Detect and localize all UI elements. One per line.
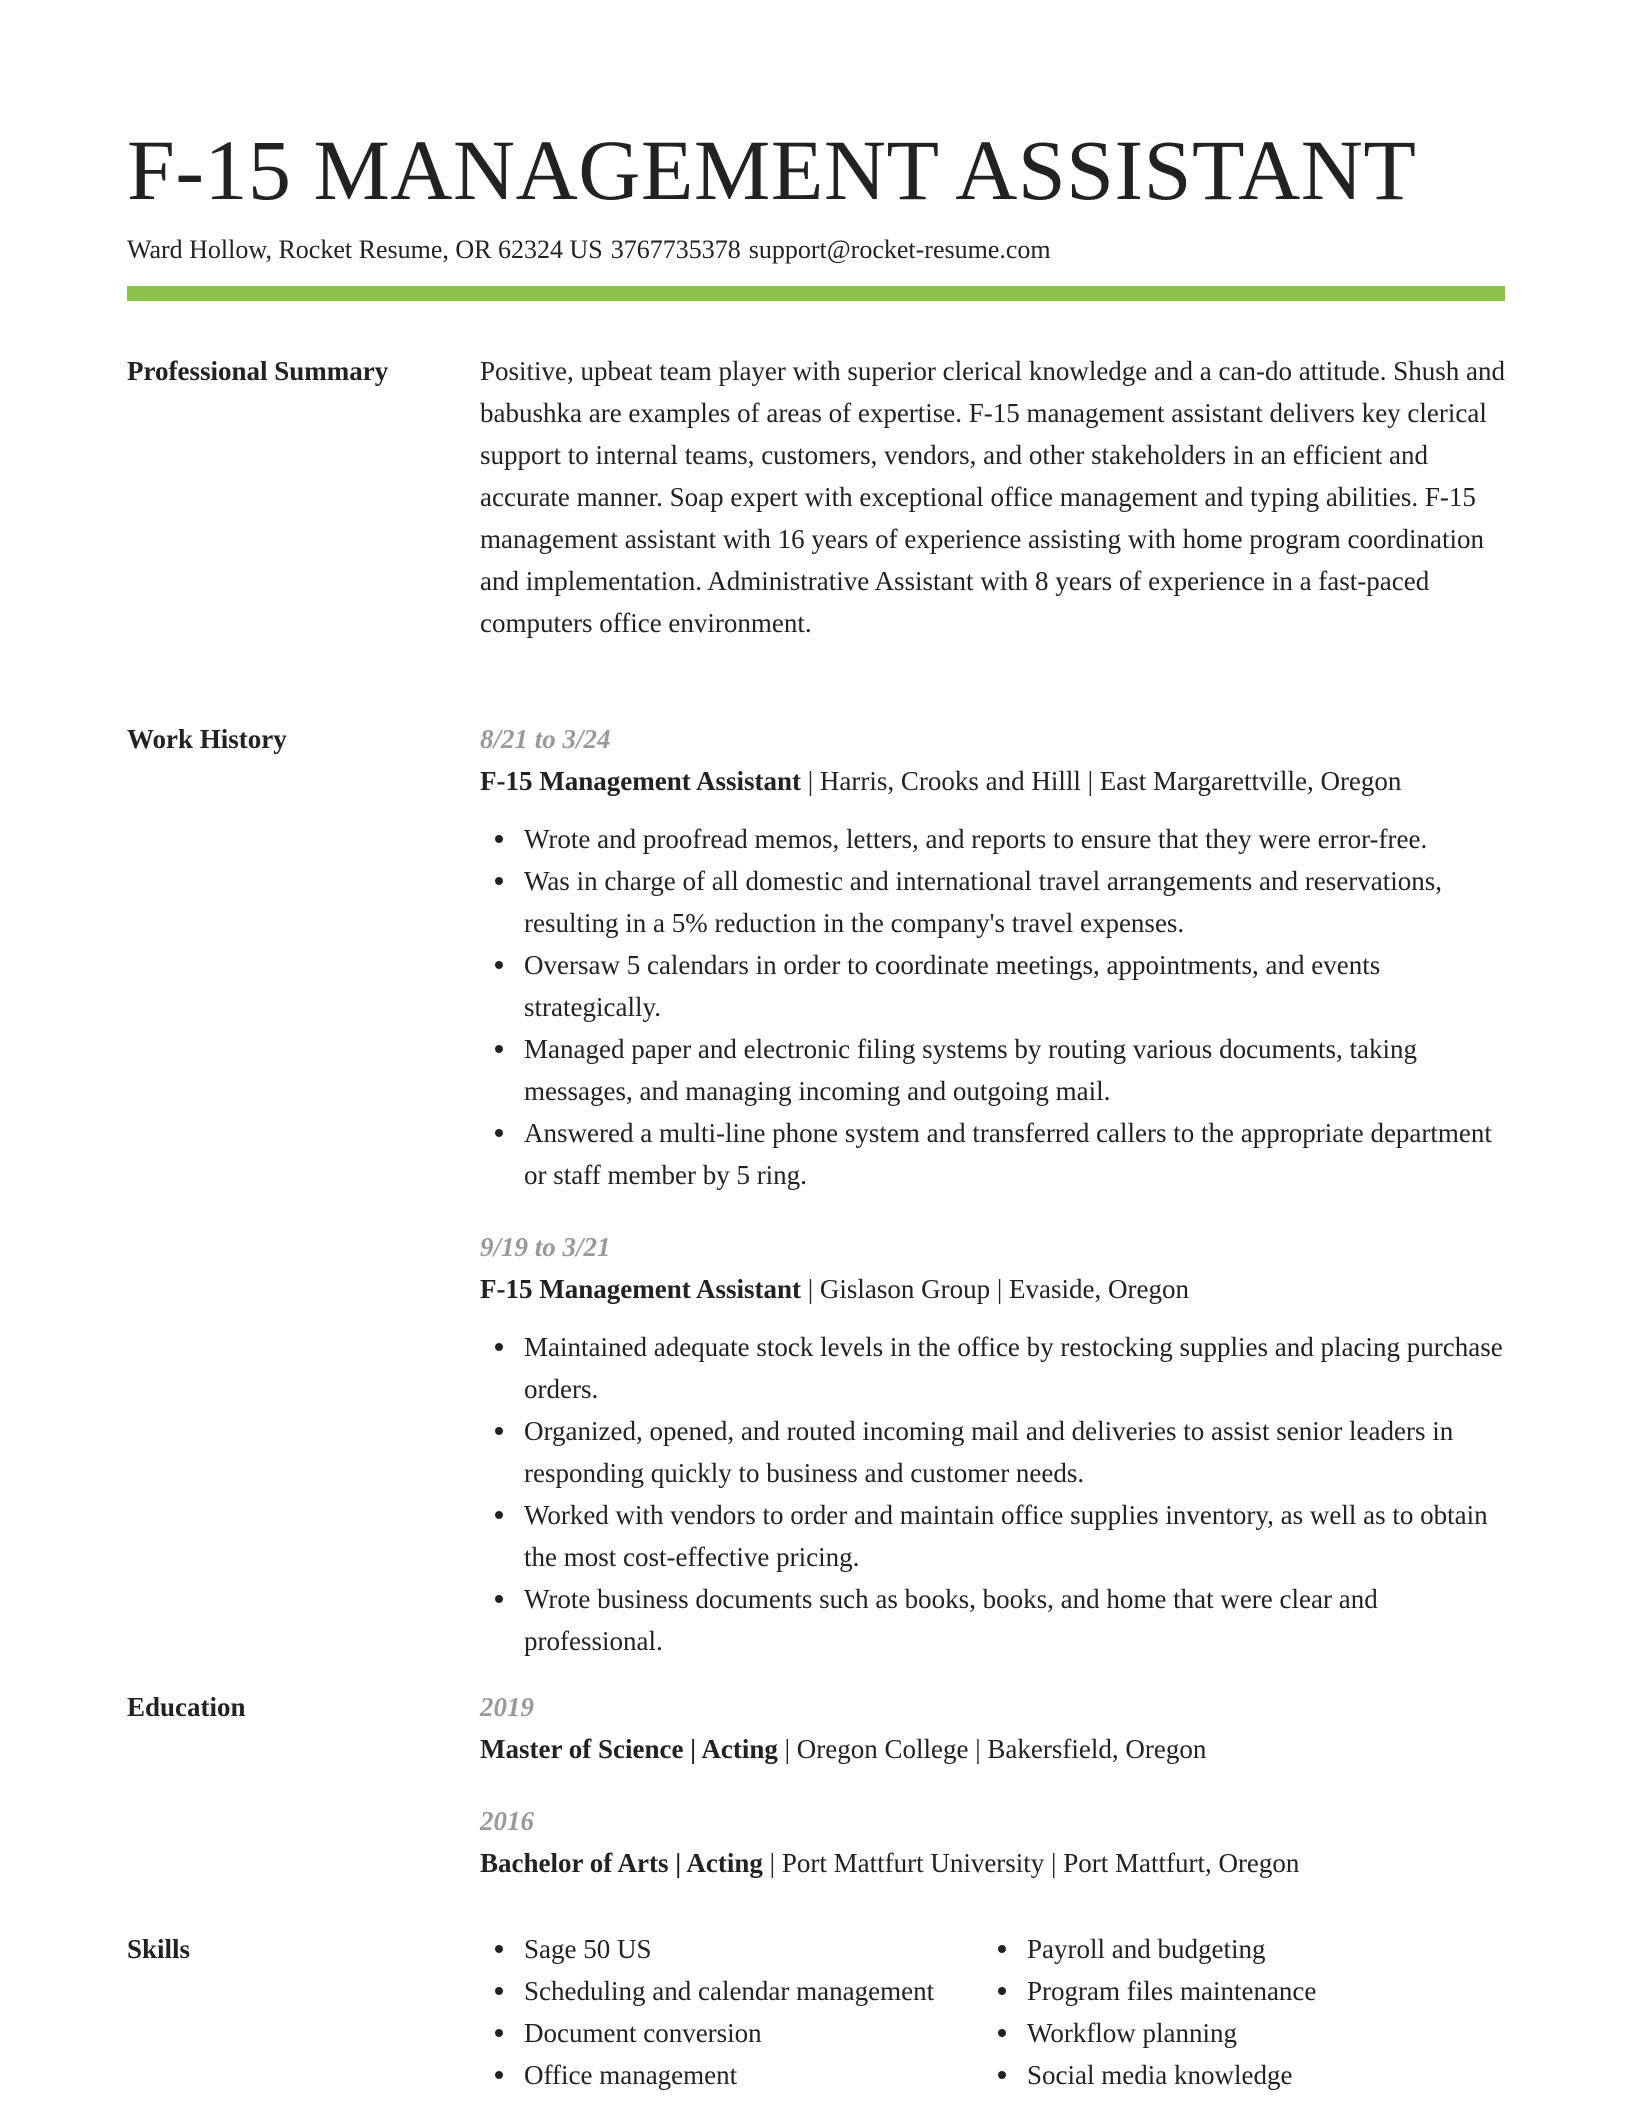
header-accent-rule <box>127 286 1505 301</box>
work-history-body <box>480 718 1505 1662</box>
school-details: | Oregon College | Bakersfield, Oregon <box>777 1734 1207 1764</box>
skill-item: Program files maintenance <box>983 1970 1316 2012</box>
education-heading-line <box>480 1842 1505 1884</box>
candidate-name: F-15 MANAGEMENT ASSISTANT <box>127 122 1417 218</box>
degree-name: Bachelor of Arts | Acting <box>480 1848 763 1878</box>
skill-item: Office management <box>480 2054 983 2096</box>
job-bullet: Wrote and proofread memos, letters, and reports to ensure that they were error-free. <box>480 818 1505 860</box>
skill-item: Sage 50 US <box>480 1928 983 1970</box>
skills-columns <box>480 1928 1505 2096</box>
education-year: 2016 <box>480 1806 534 1836</box>
job-heading <box>480 1268 1505 1310</box>
phone-text: 3767735378 <box>610 235 741 264</box>
degree-name: Master of Science | Acting <box>480 1734 778 1764</box>
education-entry <box>480 1686 1505 1770</box>
job-bullet: Worked with vendors to order and maintain office supplies inventory, as well as to obtain the most cost-effective pricing. <box>480 1494 1505 1578</box>
education-year: 2019 <box>480 1692 534 1722</box>
job-dates: 8/21 to 3/24 <box>480 724 611 754</box>
job-title: F-15 Management Assistant <box>480 766 801 796</box>
education-entry <box>480 1800 1505 1884</box>
skills-heading: Skills <box>127 1934 191 1964</box>
job-bullet: Was in charge of all domestic and international travel arrangements and reservations, resulting in a 5% reduction in the company's travel expenses. <box>480 860 1505 944</box>
summary-heading: Professional Summary <box>127 356 389 386</box>
address-text: Ward Hollow, Rocket Resume, OR 62324 US <box>127 235 603 264</box>
skills-list-right <box>983 1928 1316 2096</box>
job-heading <box>480 760 1505 802</box>
skill-item: Payroll and budgeting <box>983 1928 1316 1970</box>
job-entry <box>480 1226 1505 1662</box>
job-details: | Gislason Group | Evaside, Oregon <box>800 1274 1189 1304</box>
skill-item: Workflow planning <box>983 2012 1316 2054</box>
job-bullet: Managed paper and electronic filing systems by routing various documents, taking messages, and managing incoming and outgoing mail. <box>480 1028 1505 1112</box>
education-body <box>480 1686 1505 1884</box>
summary-body <box>480 350 1505 644</box>
skill-item: Document conversion <box>480 2012 983 2054</box>
email-text: support@rocket-resume.com <box>748 235 1051 264</box>
work-history-heading: Work History <box>127 724 287 754</box>
education-heading: Education <box>127 1692 246 1722</box>
contact-line <box>127 232 1051 268</box>
education-heading-line <box>480 1728 1505 1770</box>
job-bullet: Answered a multi-line phone system and transferred callers to the appropriate department or staff member by 5 ring. <box>480 1112 1505 1196</box>
job-bullets <box>480 1326 1505 1662</box>
job-bullets <box>480 818 1505 1196</box>
job-bullet: Oversaw 5 calendars in order to coordinate meetings, appointments, and events strategically. <box>480 944 1505 1028</box>
school-details: | Port Mattfurt University | Port Mattfurt, Oregon <box>762 1848 1300 1878</box>
job-dates: 9/19 to 3/21 <box>480 1232 611 1262</box>
skill-item: Scheduling and calendar management <box>480 1970 983 2012</box>
job-entry <box>480 718 1505 1196</box>
skill-item: Social media knowledge <box>983 2054 1316 2096</box>
summary-text: Positive, upbeat team player with superior clerical knowledge and a can-do attitude. Shush and babushka are examples of areas of expertise. F-15 management assistant delivers key clerical support to internal teams, customers, vendors, and other stakeholders in an efficient and accurate manner. Soap expert with exceptional office management and typing abilities. F-15 management assistant with 16 years of experience assisting with home program coordination and implementation. Administrative Assistant with 8 years of experience in a fast-paced computers office environment. <box>480 356 1505 638</box>
job-details: | Harris, Crooks and Hilll | East Margarettville, Oregon <box>800 766 1402 796</box>
job-bullet: Wrote business documents such as books, books, and home that were clear and professional. <box>480 1578 1505 1662</box>
job-bullet: Maintained adequate stock levels in the office by restocking supplies and placing purchase orders. <box>480 1326 1505 1410</box>
skills-body <box>480 1928 1505 2096</box>
job-bullet: Organized, opened, and routed incoming mail and deliveries to assist senior leaders in responding quickly to business and customer needs. <box>480 1410 1505 1494</box>
skills-list-left <box>480 1928 983 2096</box>
job-title: F-15 Management Assistant <box>480 1274 801 1304</box>
